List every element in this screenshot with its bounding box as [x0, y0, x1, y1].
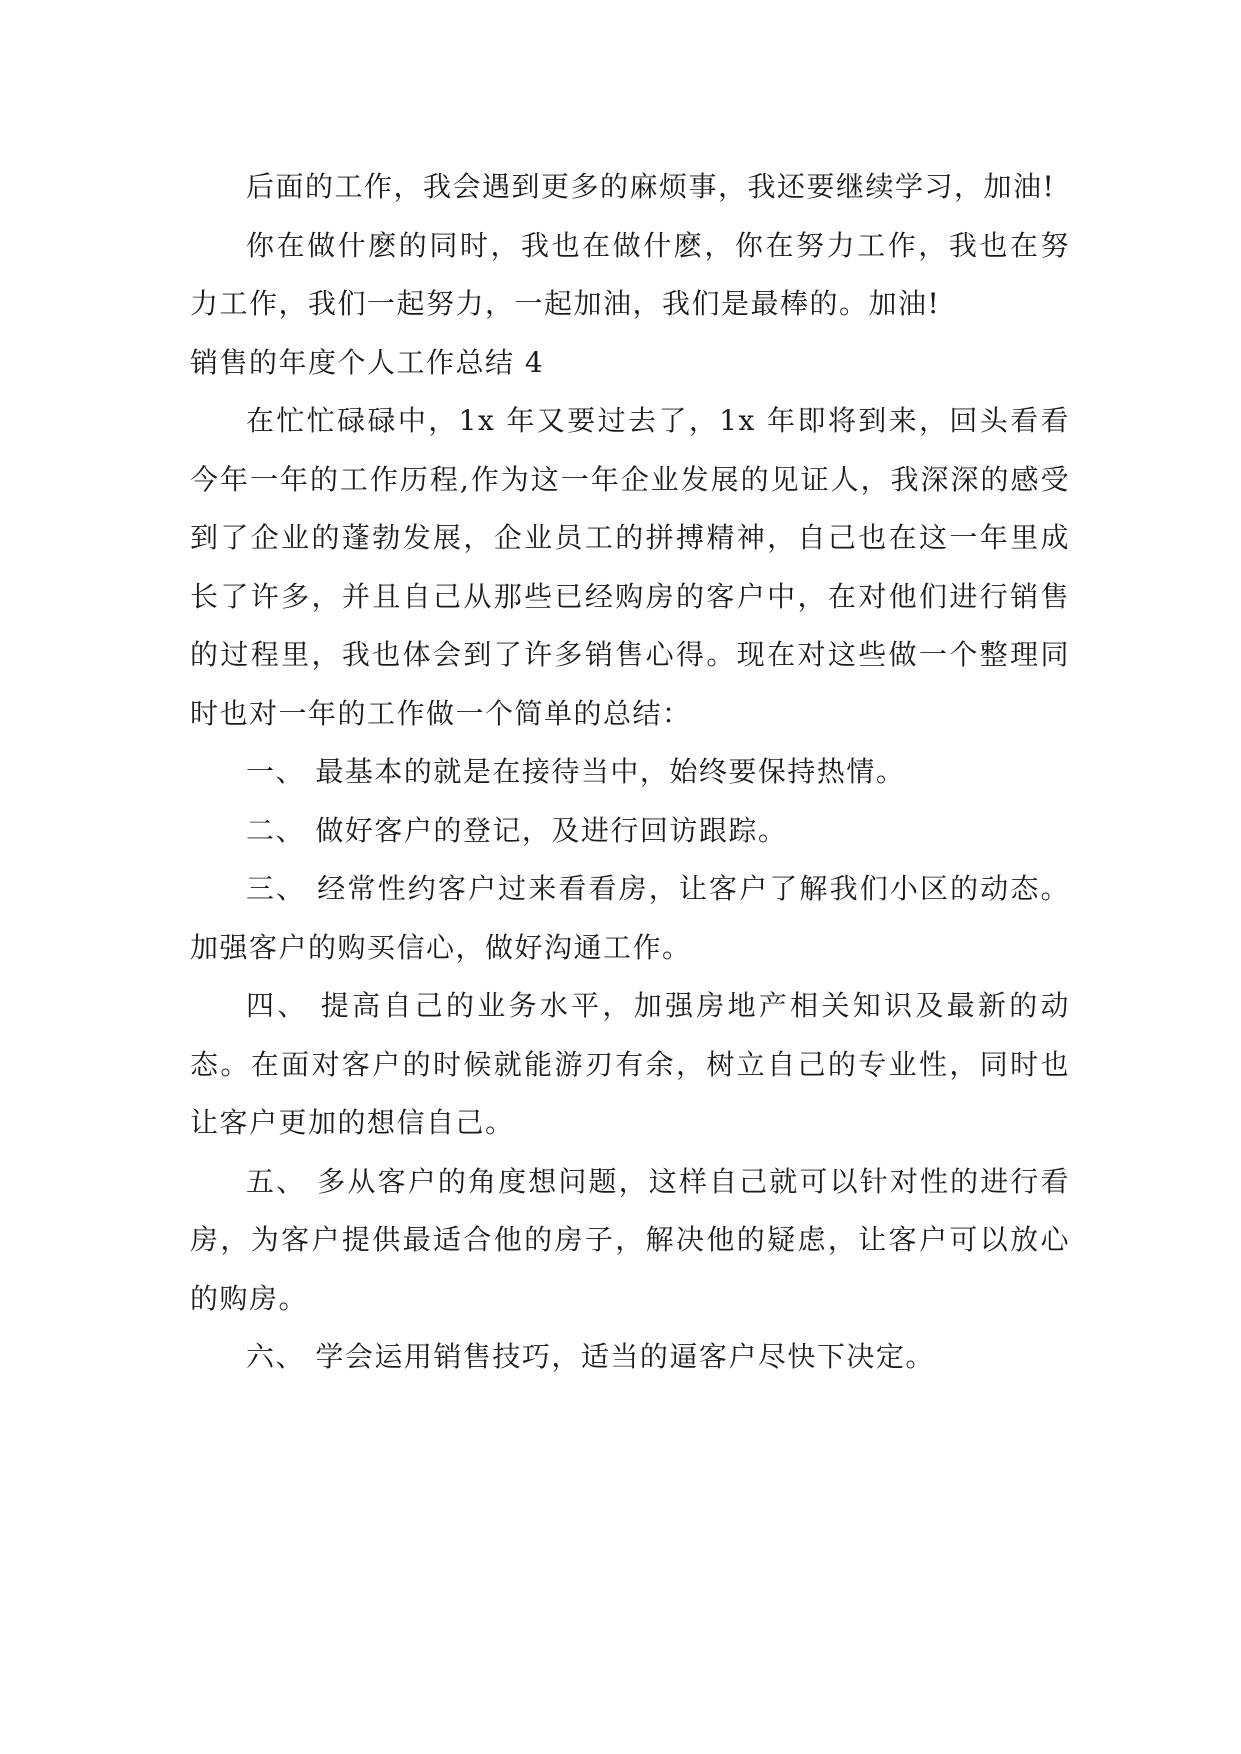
paragraph-keep-learning: 后面的工作，我会遇到更多的麻烦事，我还要继续学习，加油! [246, 170, 1056, 203]
list-item-2: 二、 做好客户的登记，及进行回访跟踪。 [246, 813, 788, 847]
paragraph-work-together: 你在做什麽的同时，我也在做什麽，你在努力工作，我也在努力工作，我们一起努力，一起加油，我们是最棒的。加油! [190, 228, 1070, 320]
document-body [190, 158, 1070, 1387]
list-item-1: 一、 最基本的就是在接待当中，始终要保持热情。 [246, 755, 906, 788]
list-item-5: 五、 多从客户的角度想问题，这样自己就可以针对性的进行看房，为客户提供最适合他的房子，解决他的疑虑，让客户可以放心的购房。 [190, 1164, 1070, 1315]
paragraph-intro: 在忙忙碌碌中，1x 年又要过去了，1x 年即将到来，回头看看今年一年的工作历程,作为这一年企业发展的见证人，我深深的感受到了企业的蓬勃发展，企业员工的拼搏精神，自己也在这一年里成长了许多，并且自己从那些已经购房的客户中，在对他们进行销售的过程里，我也体会到了许多销售心得。现在对这些做一个整理同时也对一年的工作做一个简单的总结： [190, 404, 1070, 730]
list-item-4: 四、 提高自己的业务水平，加强房地产相关知识及最新的动态。在面对客户的时候就能游刃有余，树立自己的专业性，同时也让客户更加的想信自己。 [190, 989, 1070, 1139]
list-item-6: 六、 学会运用销售技巧，适当的逼客户尽快下决定。 [246, 1340, 935, 1373]
section-title: 销售的年度个人工作总结 4 [190, 345, 545, 379]
list-item-3: 三、 经常性约客户过来看看房，让客户了解我们小区的动态。加强客户的购买信心，做好沟通工作。 [190, 872, 1070, 964]
